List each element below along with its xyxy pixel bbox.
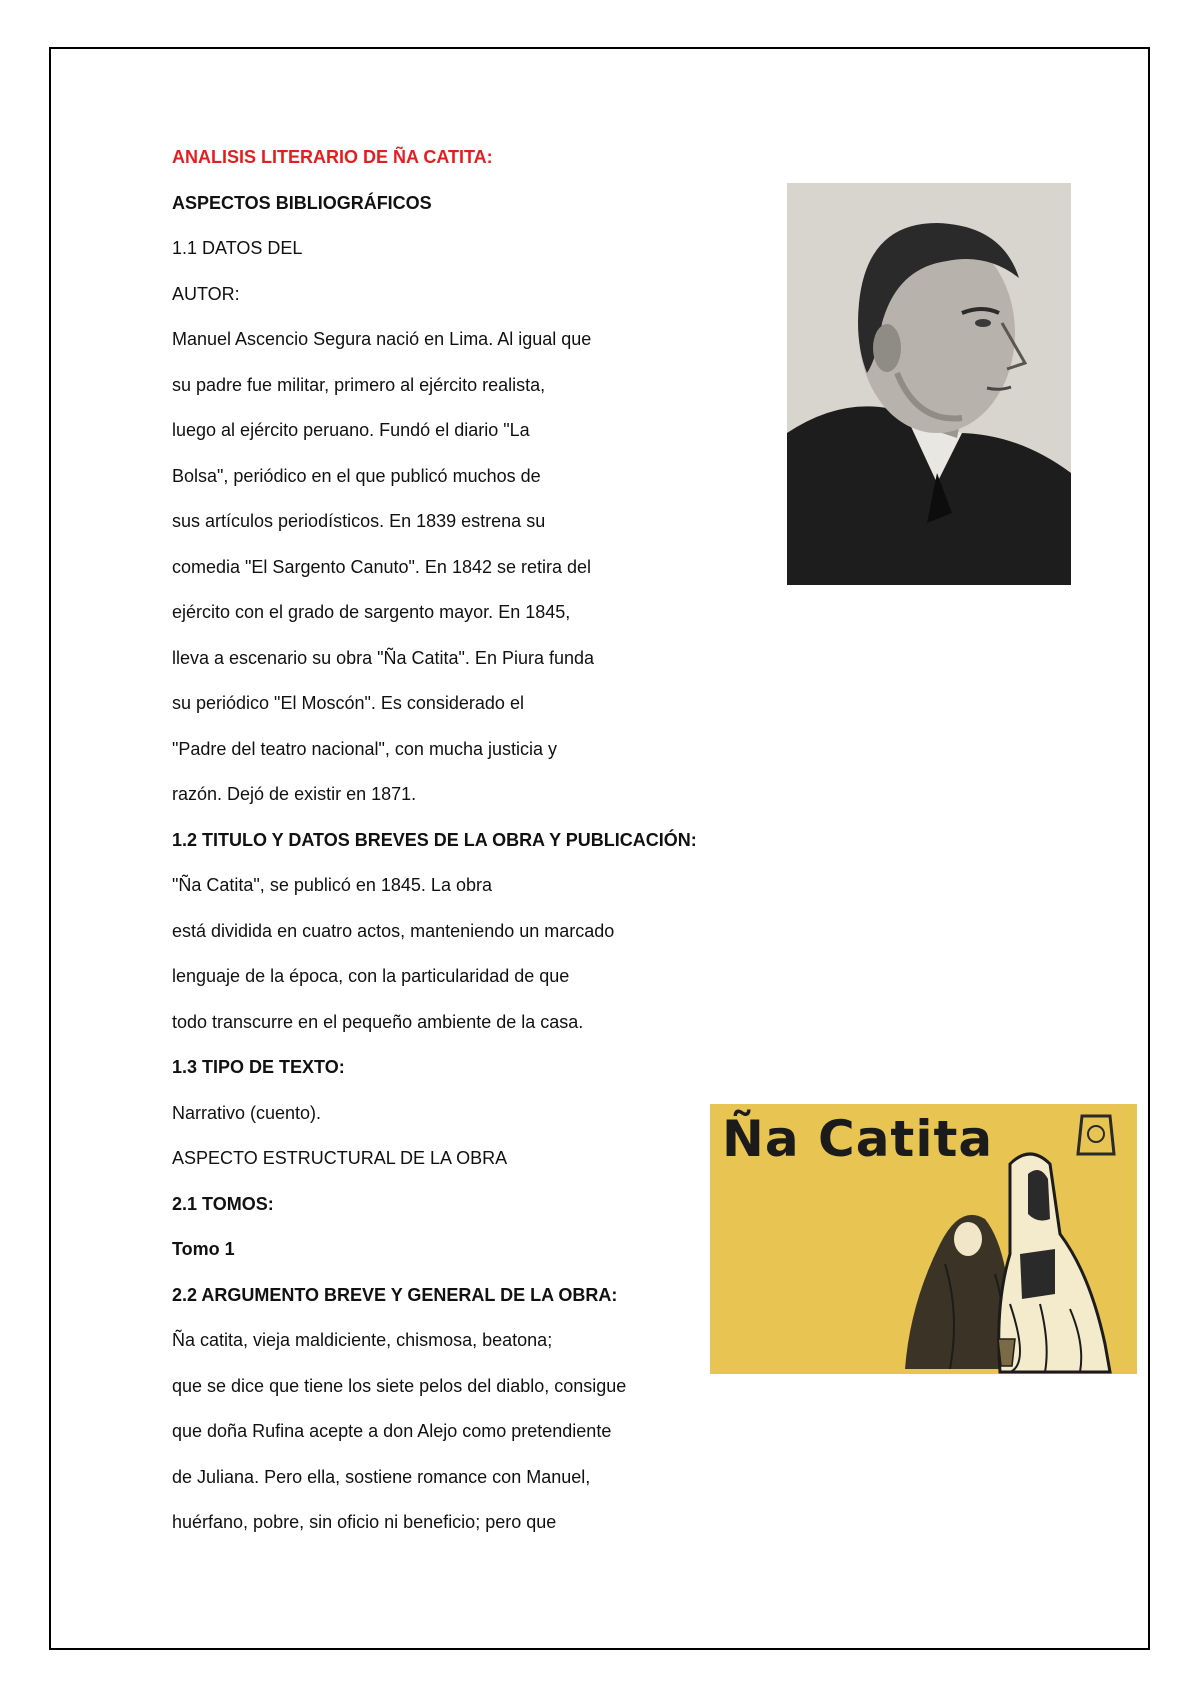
- argument-line: huérfano, pobre, sin oficio ni beneficio; pero que: [172, 1512, 557, 1532]
- subheading-argument: 2.2 ARGUMENTO BREVE Y GENERAL DE LA OBRA:: [172, 1285, 618, 1305]
- bio-line: Bolsa", periódico en el que publicó muchos de: [172, 466, 541, 486]
- bio-line: su periódico "El Moscón". Es considerado el: [172, 693, 524, 713]
- subheading-title-publication: 1.2 TITULO Y DATOS BREVES DE LA OBRA Y PUBLICACIÓN:: [172, 830, 697, 850]
- bio-line: luego al ejército peruano. Fundó el diario "La: [172, 420, 530, 440]
- bio-line: lleva a escenario su obra "Ña Catita". En Piura funda: [172, 648, 595, 668]
- volume-value: Tomo 1: [172, 1239, 235, 1259]
- publication-line: está dividida en cuatro actos, manteniendo un marcado: [172, 921, 615, 941]
- subheading-author-data: 1.1 DATOS DEL: [172, 238, 303, 258]
- subheading-author-label: AUTOR:: [172, 284, 240, 304]
- argument-line: Ña catita, vieja maldiciente, chismosa, beatona;: [172, 1330, 553, 1350]
- section-heading-bibliographic: ASPECTOS BIBLIOGRÁFICOS: [172, 193, 432, 213]
- argument-line: que se dice que tiene los siete pelos del diablo, consigue: [172, 1376, 627, 1396]
- bio-line: sus artículos periodísticos. En 1839 estrena su: [172, 511, 546, 531]
- subheading-volumes: 2.1 TOMOS:: [172, 1194, 274, 1214]
- bio-line: "Padre del teatro nacional", con mucha justicia y: [172, 739, 557, 759]
- argument-line: que doña Rufina acepte a don Alejo como pretendiente: [172, 1421, 612, 1441]
- document-title: ANALISIS LITERARIO DE ÑA CATITA:: [172, 147, 493, 167]
- publication-line: lenguaje de la época, con la particularidad de que: [172, 966, 570, 986]
- publication-line: todo transcurre en el pequeño ambiente de la casa.: [172, 1012, 584, 1032]
- bio-line: comedia "El Sargento Canuto". En 1842 se retira del: [172, 557, 592, 577]
- bio-line: ejército con el grado de sargento mayor. En 1845,: [172, 602, 571, 622]
- author-portrait-image: [787, 183, 1071, 585]
- publication-line: "Ña Catita", se publicó en 1845. La obra: [172, 875, 492, 895]
- book-cover-image: [710, 1104, 1137, 1374]
- argument-line: de Juliana. Pero ella, sostiene romance con Manuel,: [172, 1467, 591, 1487]
- subheading-text-type: 1.3 TIPO DE TEXTO:: [172, 1057, 345, 1077]
- bio-line: razón. Dejó de existir en 1871.: [172, 784, 417, 804]
- text-type-value: Narrativo (cuento).: [172, 1103, 322, 1123]
- section-heading-structural: ASPECTO ESTRUCTURAL DE LA OBRA: [172, 1148, 508, 1168]
- bio-line: su padre fue militar, primero al ejército realista,: [172, 375, 546, 395]
- cover-title: Ña Catita: [722, 1110, 994, 1168]
- bio-line: Manuel Ascencio Segura nació en Lima. Al igual que: [172, 329, 592, 349]
